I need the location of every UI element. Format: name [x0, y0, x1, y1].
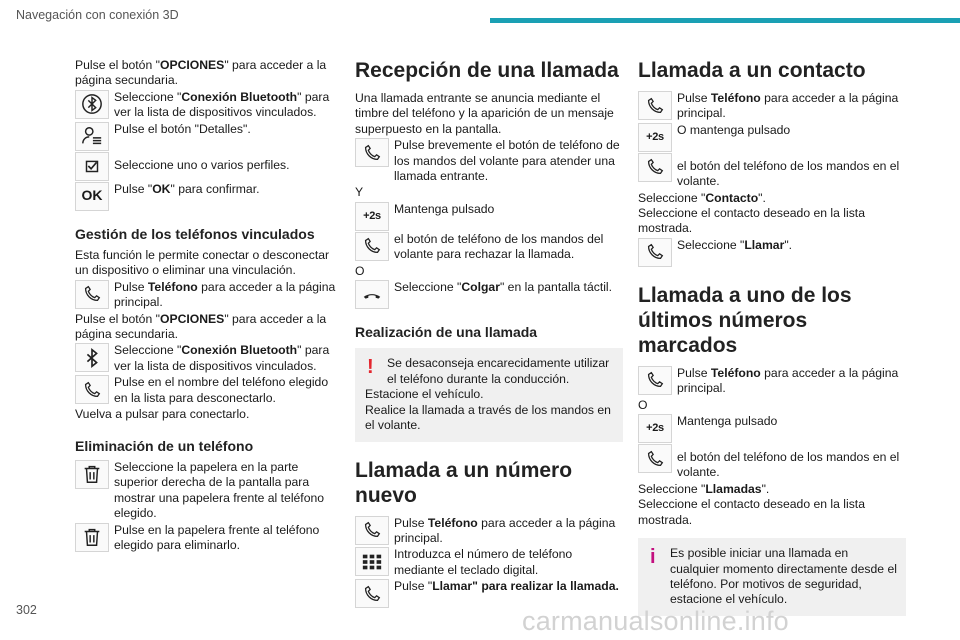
contact-details-icon [75, 122, 109, 151]
delete-phone-heading: Eliminación de un teléfono [75, 437, 254, 454]
select-contact-list-paragraph: Seleccione el contacto deseado en la lista mostrada. [638, 206, 865, 236]
call-row: Pulse "Llamar" para realizar la llamada. [355, 579, 623, 608]
hang-up-icon [355, 280, 389, 309]
trash-icon [75, 523, 109, 552]
warning-note: ! Se desaconseja encarecidamente utilizar el teléfono durante la conducción. Estacione el vehículo. Realice la llamada a través de los mandos en el volante. [355, 348, 623, 441]
trash-row-2: Pulse en la papelera frente al teléfono elegido para eliminarlo. [75, 523, 343, 554]
manage-paragraph: Esta función le permite conectar o desconectar un dispositivo o eliminar una vinculación. [75, 248, 330, 278]
phone-icon [638, 366, 672, 395]
header-accent-bar [490, 18, 960, 23]
reconnect-paragraph: Vuelva a pulsar para conectarlo. [75, 407, 250, 422]
select-calls-paragraph: Seleccione "Llamadas". [638, 481, 770, 496]
hold-2s-icon: +2s [638, 123, 672, 152]
phone-icon [75, 280, 109, 309]
warning-icon: ! [367, 356, 374, 379]
call-contact-heading: Llamada a un contacto [638, 59, 866, 82]
wheel-button-row-2: el botón del teléfono de los mandos en el volante. [638, 444, 906, 481]
o-label: O [355, 263, 365, 278]
phone-icon [75, 375, 109, 404]
hold-2s-icon: +2s [355, 202, 389, 231]
phone-icon [638, 238, 672, 267]
disconnect-row: Pulse en el nombre del teléfono elegido en la lista para desconectarlo. [75, 375, 343, 406]
phone-icon [355, 138, 389, 167]
call-row: Seleccione "Llamar". [638, 238, 906, 267]
options-paragraph: Pulse el botón "OPCIONES" para acceder a la página secundaria. [75, 58, 327, 88]
new-number-heading: Llamada a un número nuevo [355, 458, 573, 507]
phone-main-row: Pulse Teléfono para acceder a la página principal. [355, 516, 623, 547]
details-row: Pulse el botón "Detalles". [75, 122, 343, 151]
options-paragraph-2: Pulse el botón "OPCIONES" para acceder a la página secundaria. [75, 311, 327, 342]
phone-row: Pulse Teléfono para acceder a la página principal. [75, 280, 343, 311]
trash-icon [75, 460, 109, 489]
phone-icon [355, 516, 389, 545]
phone-icon [355, 579, 389, 608]
bluetooth-row-2: Seleccione "Conexión Bluetooth" para ver la lista de dispositivos vinculados. [75, 343, 343, 374]
ok-icon: OK [75, 182, 109, 211]
info-note: i Es posible iniciar una llamada en cualquier momento directamente desde el teléfono. Por motivos de seguridad, estacione el vehículo. [638, 538, 906, 616]
bluetooth-icon [75, 343, 109, 372]
hangup-row: Seleccione "Colgar" en la pantalla táctil. [355, 280, 623, 309]
phone-main-row: Pulse Teléfono para acceder a la página principal. [638, 91, 906, 122]
phone-icon [638, 444, 672, 473]
checkbox-icon [75, 152, 109, 181]
phone-icon [638, 153, 672, 182]
manage-phones-heading: Gestión de los teléfonos vinculados [75, 225, 315, 242]
reject-row: el botón de teléfono de los mandos del volante para rechazar la llamada. [355, 232, 623, 263]
hold-row: +2s O mantenga pulsado [638, 123, 906, 152]
info-icon: i [650, 546, 656, 569]
keypad-row: Introduzca el número de teléfono mediante el teclado digital. [355, 547, 623, 578]
wheel-button-row: el botón del teléfono de los mandos en el volante. [638, 153, 906, 190]
phone-icon [638, 91, 672, 120]
profiles-row: Seleccione uno o varios perfiles. [75, 152, 343, 181]
column-2 [355, 58, 623, 609]
hold-2s-icon: +2s [638, 414, 672, 443]
y-label: Y [355, 185, 364, 200]
o-label: O [638, 397, 648, 412]
last-numbers-heading: Llamada a uno de los últimos números marcados [638, 283, 852, 357]
make-call-heading: Realización de una llamada [355, 324, 538, 341]
hold-row: +2s Mantenga pulsado [355, 202, 623, 231]
phone-main-row-2: Pulse Teléfono para acceder a la página principal. [638, 366, 906, 397]
page-number: 302 [16, 603, 37, 617]
keypad-icon [355, 547, 389, 576]
phone-icon [355, 232, 389, 261]
select-contact-list-paragraph-2: Seleccione el contacto deseado en la lista mostrada. [638, 497, 865, 527]
select-contact-paragraph: Seleccione "Contacto". [638, 190, 766, 205]
hold-row-2: +2s Mantenga pulsado [638, 414, 906, 443]
column-1 [75, 58, 343, 554]
answer-row: Pulse brevemente el botón de teléfono de los mandos del volante para atender una llamada entrante. [355, 138, 623, 184]
page-header-title: Navegación con conexión 3D [16, 8, 179, 22]
receive-call-heading: Recepción de una llamada [355, 59, 619, 82]
receive-paragraph: Una llamada entrante se anuncia mediante el timbre del teléfono y la aparición de un mensaje superpuesto en la pantalla. [355, 91, 614, 136]
column-3 [638, 58, 906, 616]
watermark: carmanualsonline.info [522, 606, 789, 636]
trash-row: Seleccione la papelera en la parte superior derecha de la pantalla para mostrar una papelera frente al teléfono elegido. [75, 460, 343, 522]
bluetooth-circle-icon [75, 90, 109, 119]
bluetooth-row: Seleccione "Conexión Bluetooth" para ver la lista de dispositivos vinculados. [75, 90, 343, 121]
ok-row: OK Pulse "OK" para confirmar. [75, 182, 343, 211]
